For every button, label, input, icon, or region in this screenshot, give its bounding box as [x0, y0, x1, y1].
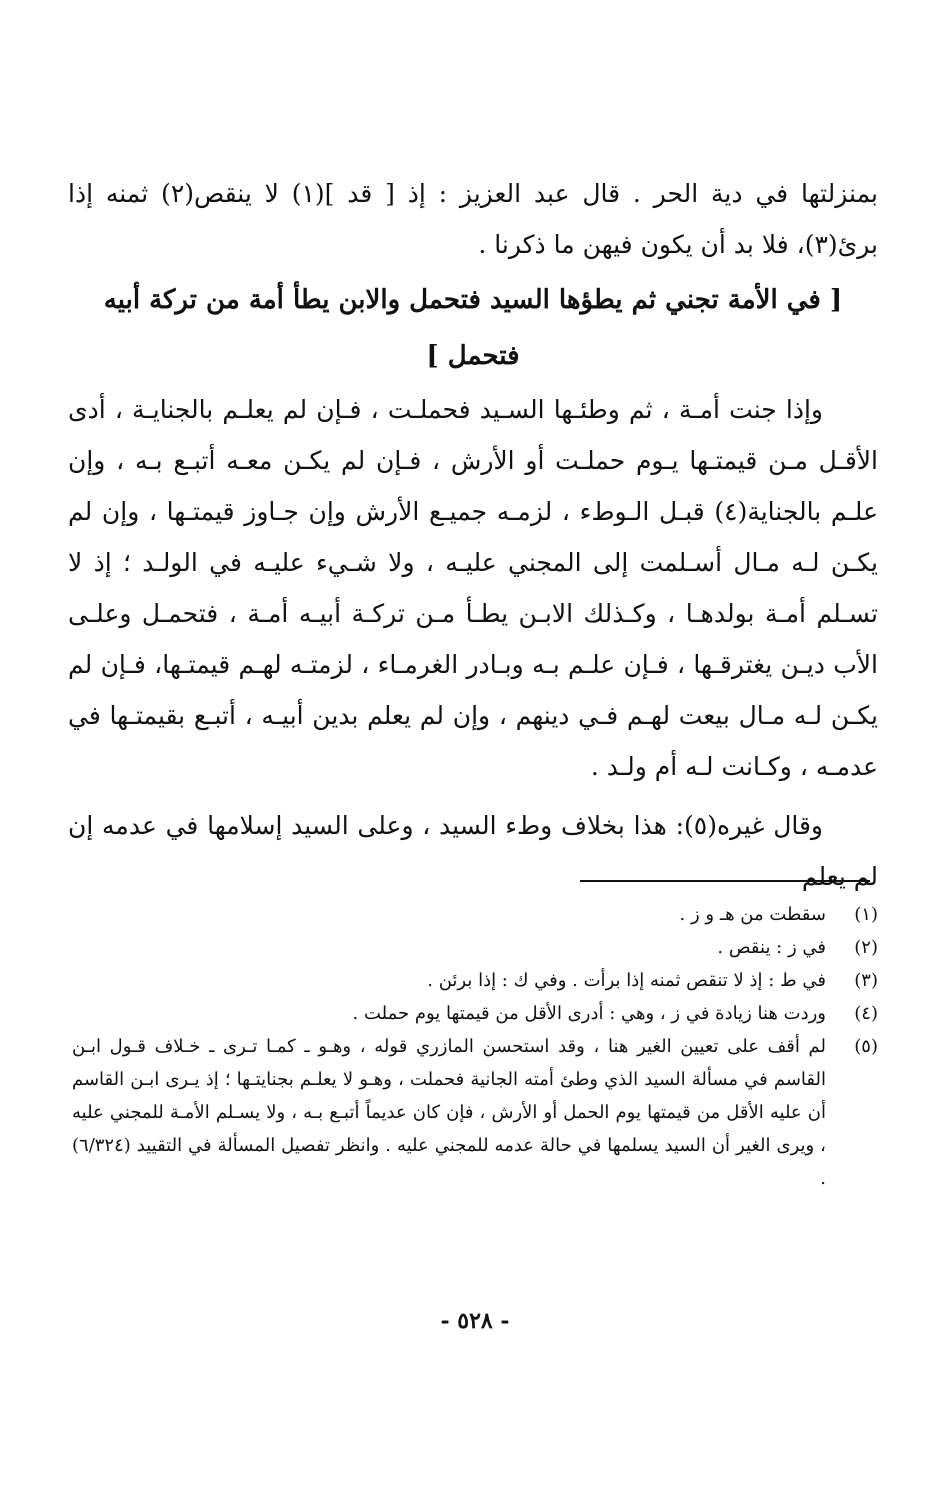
footnotes [72, 898, 878, 1195]
paragraph-2: وإذا جنت أمـة ، ثم وطئـها السـيد فحملـت ، فـإن لم يعلـم بالجنايـة ، أدى الأقـل مـن قيمتـها يـوم حملـت أو الأرش ، فـإن لم يكـن معـه أتبـع بـه ، وإن علـم بالجناية(٤) قبـل الـوطء ، لزمـه جميـع الأرش وإن جـاوز قيمتـها ، وإن لم يكـن لـه مـال أسـلمت إلى المجني عليـه ، ولا شـيء عليـه في الولـد ؛ إذ لا تسـلم أمـة بولدهـا ، وكـذلك الابـن يطـأ مـن تركـة أبيـه أمـة ، فتحمـل وعلـى الأب ديـن يغترقـها ، فـإن علـم بـه وبـادر الغرمـاء ، لزمتـه لهـم قيمتـها، فـإن لم يكـن لـه مـال بيعت لهـم فـي دينهم ، وإن لم يعلم بدين أبيـه ، أتبـع بقيمتـها في عدمـه ، وكـانت لـه أم ولـد . [68, 395, 878, 781]
footnote-number: (٤) [854, 1003, 878, 1024]
footnote-5 [72, 1030, 878, 1195]
footnote-number: (٣) [854, 970, 878, 991]
main-text [68, 162, 878, 902]
footnote-text: وردت هنا زيادة في ز ، وهي : أدرى الأقل من قيمتها يوم حملت . [352, 1003, 826, 1024]
paragraph-1: بمنزلتها في دية الحر . قال عبد العزيز : إذ [ قد ](١) لا ينقص(٢) ثمنه إذا برئ(٣)، فلا بد أن يكون فيهن ما ذكرنا . [68, 179, 879, 259]
footnote-separator [580, 880, 870, 882]
page-number: - ٥٢٨ - [440, 1308, 510, 1334]
footnote-text: في ز : ينقص . [717, 937, 826, 958]
footnote-text: في ط : إذ لا تنقص ثمنه إذا برأت . وفي ك : إذا برئن . [427, 970, 826, 991]
footnote-text: لم أقف على تعيين الغير هنا ، وقد استحسن المازري قوله ، وهـو ـ كمـا تـرى ـ خـلاف قـول ابـن القاسم في مسألة السيد الذي وطئ أمته الجانية فحملت ، وهـو لا يعلـم بجنايتـها ؛ إذ يـرى ابـن القاسم أن عليه الأقل من قيمتها يوم الحمل أو الأرش ، فإن كان عديماً أتبـع بـه ، ولا يسـلم الأمـة للمجني عليه ، ويرى الغير أن السيد يسلمها في حالة عدمه للمجني عليه . وانظر تفصيل المسألة في التقييد (٦/٣٢٤) . [72, 1036, 826, 1189]
footnote-3 [72, 964, 878, 997]
section-heading: [ في الأمة تجني ثم يطؤها السيد فتحمل والابن يطأ أمة من تركة أبيه فتحمل ] [103, 285, 843, 371]
footnote-number: (١) [854, 904, 878, 925]
footnote-4 [72, 997, 878, 1030]
footnote-number: (٢) [854, 937, 878, 958]
footnote-1 [72, 898, 878, 931]
paragraph-3: وقال غيره(٥): هذا بخلاف وطء السيد ، وعلى السيد إسلامها في عدمه إن لم يعلم [68, 811, 878, 891]
footnote-number: (٥) [854, 1036, 878, 1057]
footnote-2 [72, 931, 878, 964]
footnote-text: سقطت من هـ و ز . [679, 904, 826, 925]
